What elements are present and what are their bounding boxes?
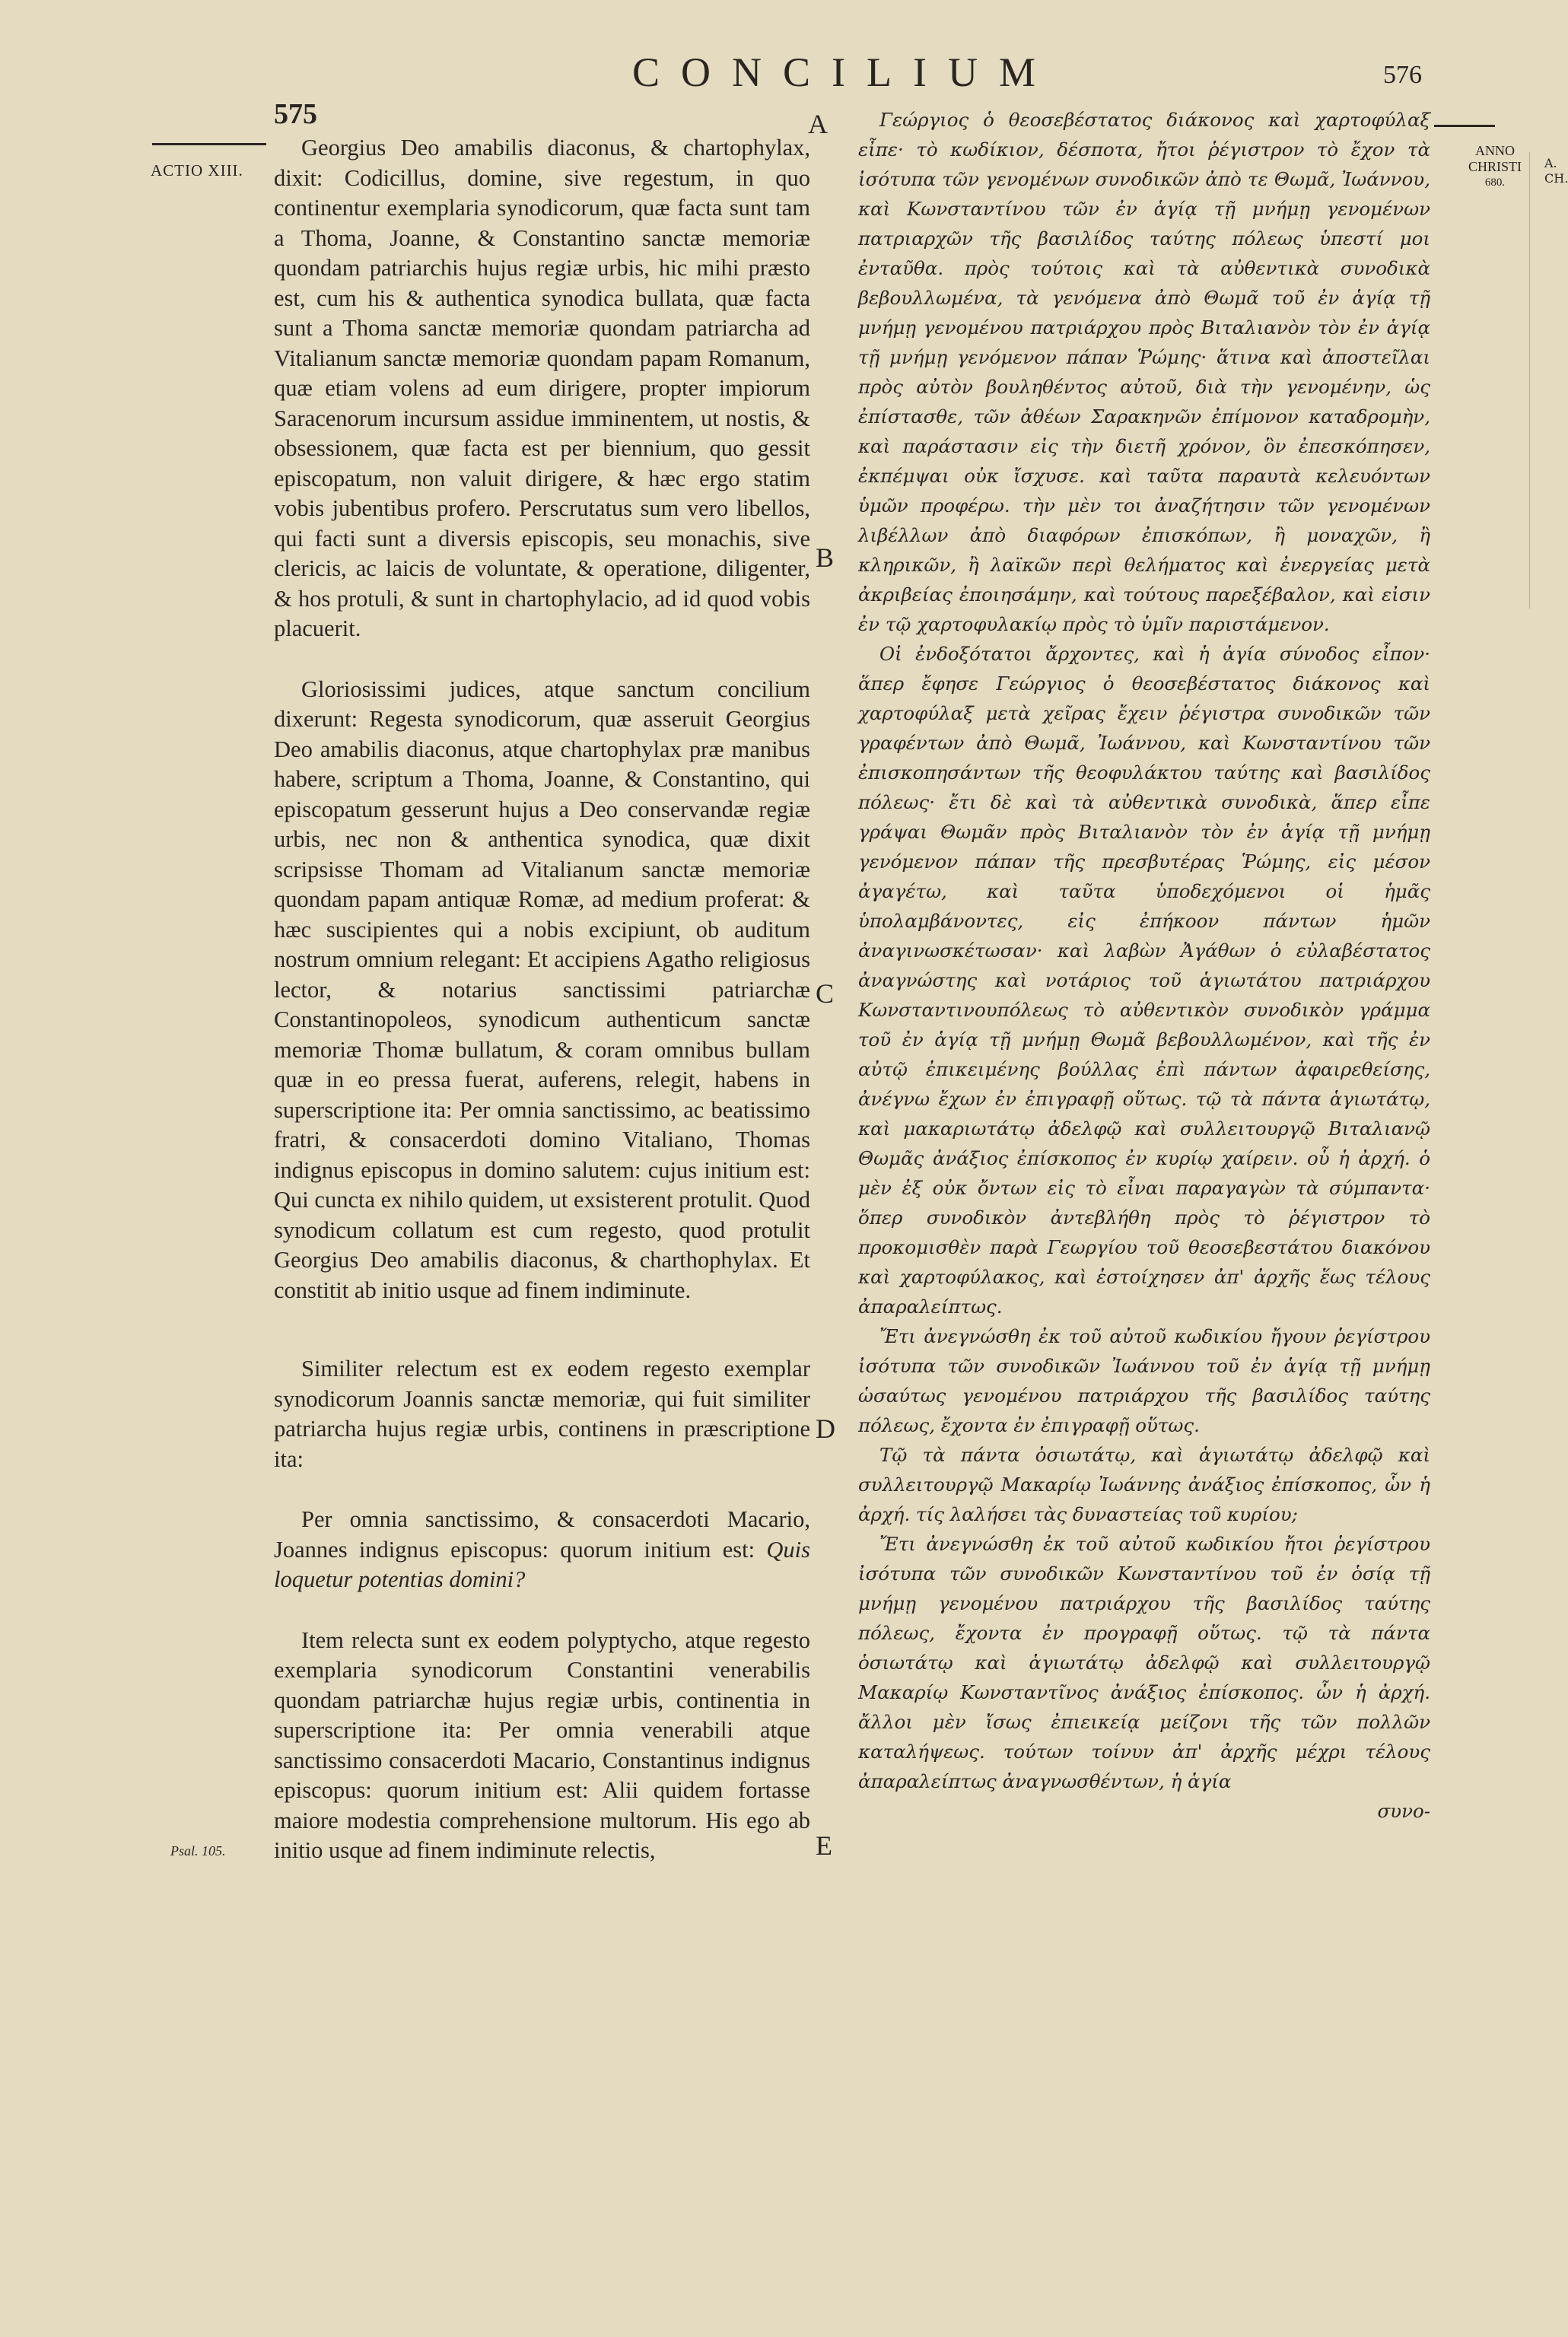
margin-rule-right <box>1434 125 1495 127</box>
catchword: συνο- <box>1377 1800 1430 1822</box>
latin-paragraph-1: Georgius Deo amabilis diaconus, & chartophylax, dixit: Codicillus, domine, sive regestum, in quo continentur exemplaria synodicorum, quæ facta sunt tam a Thoma, Joanne, & Constantino sanctæ memoriæ quondam patriarchis hujus regiæ urbis, hic mihi præsto est, cum his & authentica synodica bullata, quæ facta sunt a Thoma sanctæ memoriæ quondam patriarcha ad Vitalianum sanctæ memoriæ quondam papam Romanum, quæ etiam volens ad eum dirigere, propter impiorum Saracenorum incursum assidue imminentem, ut nostis, & obsessionem, quæ facta est per biennium, quo gessit episcopatum, non valuit dirigere, & hæc ergo statim vobis jubentibus profero. Perscrutatus sum vero libellos, qui facti sunt a diversis episcopis, seu monachis, sive clericis, ac laicis de voluntate, & operatione, diligenter, & hos protuli, & sunt in chartophylacio, ad id quod vobis placuerit. <box>274 135 810 641</box>
anno-year: 680. <box>1484 176 1506 189</box>
anno-christi-note <box>1461 143 1529 191</box>
anno-line-1: ANNO <box>1475 143 1515 158</box>
section-marker-c: C <box>816 978 835 1009</box>
running-title: CONCILIUM <box>632 49 1057 95</box>
latin-paragraph-4-text: Per omnia sanctissimo, & consacerdoti Macario, Joannes indignus episcopus: quorum initium est: <box>274 1506 810 1563</box>
latin-column <box>274 133 810 1866</box>
section-marker-b: B <box>816 542 835 573</box>
section-marker-d: D <box>816 1413 835 1444</box>
fold-shadow-line <box>1529 152 1530 609</box>
greek-paragraph-5: Ἔτι ἀνεγνώσθη ἐκ τοῦ αὐτοῦ κωδικίου ἤτοι ῥεγίστρου ἰσότυπα τῶν συνοδικῶν Κωνσταντίνου τοῦ ἐν ὁσίᾳ τῇ μνήμῃ γενομένου πατριάρχου τῆς βασιλίδος ταύτης πόλεως, ἔχοντα ἐν προγραφῇ οὕτως. τῷ τὰ πάντα ὁσιωτάτῳ καὶ ἁγιωτάτῳ ἀδελφῷ καὶ συλλειτουργῷ Μακαρίῳ Κωνσταντῖνος ἀνάξιος ἐπίσκοπος. ὧν ἡ ἀρχή. ἄλλοι μὲν ἴσως ἐπιεικείᾳ μείζονι τῆς τῶν πολλῶν καταλήψεως. τούτων τοίνυν ἀπ' ἀρχῆς μέχρι τέλους ἀπαραλείπτως ἀναγνωσθέντων, ἡ ἁγία <box>858 1533 1430 1792</box>
section-marker-a: A <box>808 109 828 139</box>
greek-paragraph-1: Γεώργιος ὁ θεοσεβέστατος διάκονος καὶ χαρτοφύλαξ εἶπε· τὸ κωδίκιον, δέσποτα, ἤτοι ῥέγιστρον τὸ ἔχον τὰ ἰσότυπα τῶν γενομένων συνοδικῶν ἀπὸ τε Θωμᾶ, Ἰωάννου, καὶ Κωνσταντίνου τῶν ἐν ἁγίᾳ τῇ μνήμῃ γενομένων πατριαρχῶν τῆς βασιλίδος ταύτης πόλεως ὑπεστί μοι ἐνταῦθα. πρὸς τούτοις καὶ τὰ αὐθεντικὰ συνοδικὰ βεβουλλωμένα, τὰ γενόμενα ἀπὸ Θωμᾶ τοῦ ἐν ἁγίᾳ τῇ μνήμῃ γενομένου πατριάρχου πρὸς Βιταλιανὸν τὸν ἐν ἁγίᾳ τῇ μνήμῃ γενόμενον πάπαν Ῥώμης· ἅτινα καὶ ἀποστεῖλαι πρὸς αὐτὸν βουληθέντος αὐτοῦ, διὰ τὴν γενομένην, ὡς ἐπίστασθε, τῶν ἀθέων Σαρακηνῶν ἐπίμονον καταδρομὴν, καὶ παράστασιν εἰς τὴν διετῆ χρόνον, ὃν ἐπεσκόπησεν, ἐκπέμψαι οὐκ ἴσχυσε. καὶ ταῦτα παραυτὰ κελευόντων ὑμῶν προφέρω. τὴν μὲν τοι ἀναζήτησιν τῶν γενομένων λιβέλλων ἀπὸ διαφόρων ἐπισκόπων, ἢ μοναχῶν, ἢ κληρικῶν, ἢ λαϊκῶν περὶ θελήματος καὶ ἐνεργείας μετὰ ἀκριβείας ἐποιησάμην, καὶ τούτους παρεξέβαλον, καὶ εἰσιν ἐν τῷ χαρτοφυλακίῳ πρὸς τὸ ὑμῖν παριστάμενον. <box>858 109 1430 635</box>
section-marker-e: E <box>816 1830 832 1861</box>
latin-paragraph-5: Item relecta sunt ex eodem polyptycho, atque regesto exemplaria synodicorum Constantini venerabilis quondam patriarchæ hujus regiæ urbis, continentia in superscriptione ita: Per omnia venerabili atque sanctissimo consacerdoti Macario, Constantinus indignus episcopus: quorum initium est: Alii quidem fortasse maiore modestia comprehensione multorum. His ego ab initio usque ad finem indiminute relectis, <box>274 1626 810 1863</box>
actio-label: ACTIO XIII. <box>151 161 243 180</box>
anno-line-2: CHRISTI <box>1468 159 1522 174</box>
greek-paragraph-4: Τῷ τὰ πάντα ὁσιωτάτῳ, καὶ ἁγιωτάτῳ ἀδελφῷ καὶ συλλειτουργῷ Μακαρίῳ Ἰωάννης ἀνάξιος ἐπίσκοπος, ὧν ἡ ἀρχή. τίς λαλήσει τὰς δυναστείας τοῦ κυρίου; <box>858 1444 1430 1525</box>
page-number-left: 575 <box>274 98 317 130</box>
psalm-reference: Psal. 105. <box>170 1843 226 1858</box>
greek-column <box>858 105 1430 1826</box>
greek-paragraph-3: Ἔτι ἀνεγνώσθη ἐκ τοῦ αὐτοῦ κωδικίου ἤγουν ῥεγίστρου ἰσότυπα τῶν συνοδικῶν Ἰωάννου τοῦ ἐν ἁγίᾳ τῇ μνήμῃ ὡσαύτως γενομένου πατριάρχου τῆς βασιλίδος ταύτης πόλεως, ἔχοντα ἐν ἐπιγραφῇ οὕτως. <box>858 1325 1430 1436</box>
latin-paragraph-4 <box>274 1505 810 1595</box>
latin-paragraph-4-quote: Quis loquetur potentias domini? <box>274 1536 810 1592</box>
latin-paragraph-2: Gloriosissimi judices, atque sanctum concilium dixerunt: Regesta synodicorum, quæ asseruit Georgius Deo amabilis diaconus, atque chartophylax præ manibus habere, scriptum a Thoma, Joanne, & Constantino, qui episcopatum gesserunt hujus a Deo conservandæ regiæ urbis, nec non & anthentica synodica, quæ dixit scripsisse Thomam ad Vitalianum sanctæ memoriæ quondam papam antiquæ Romæ, ad medium proferat: & hæc suscipientes qui a nobis excipiunt, ob auditum nostrum omnium relegant: Et accipiens Agatho religiosus lector, & notarius sanctissimi patriarchæ Constantinopoleos, synodicum authenticum sanctæ memoriæ Thomæ bullatum, & coram omnibus bullam quæ in eo pressa fuerat, auferens, relegit, habens in superscriptione ita: Per omnia sanctissimo, ac beatissimo fratri, & consacerdoti domino Vitaliano, Thomas indignus episcopus in domino salutem: cujus initium est: Qui cuncta ex nihilo quidem, ut exsisterent protulit. Quod synodicum collatum est cum regesto, quod protulit Georgius Deo amabilis diaconus, & charthophylax. Et constitit ab initio usque ad finem indiminute. <box>274 676 810 1303</box>
page-number-right: 576 <box>1383 61 1422 89</box>
margin-rule-left <box>152 143 266 145</box>
latin-paragraph-3: Similiter relectum est ex eodem regesto exemplar synodicorum Joannis sanctæ memoriæ, qui fuit similiter patriarcha hujus regiæ urbis, continens in præscriptione ita: <box>274 1356 810 1472</box>
edge-fragment: A. CH. <box>1544 156 1568 186</box>
greek-paragraph-2: Οἱ ἐνδοξότατοι ἄρχοντες, καὶ ἡ ἁγία σύνοδος εἶπον· ἅπερ ἔφησε Γεώργιος ὁ θεοσεβέστατος διάκονος καὶ χαρτοφύλαξ μετὰ χεῖρας ἔχειν ῥέγιστρα συνοδικῶν τῶν γραφέντων ἀπὸ Θωμᾶ, Ἰωάννου, καὶ Κωνσταντίνου τῶν ἐπισκοπησάντων τῆς θεοφυλάκτου ταύτης καὶ βασιλίδος πόλεως· ἔτι δὲ καὶ τὰ αὐθεντικὰ συνοδικὰ, ἅπερ εἶπε γράψαι Θωμᾶν πρὸς Βιταλιανὸν τὸν ἐν ἁγίᾳ τῇ μνήμῃ γενόμενον πάπαν τῆς πρεσβυτέρας Ῥώμης, εἰς μέσον ἀγαγέτω, καὶ ταῦτα ὑποδεχόμενοι οἱ ἡμᾶς ὑπολαμβάνοντες, εἰς ἐπήκοον πάντων ἡμῶν ἀναγινωσκέτωσαν· καὶ λαβὼν Ἀγάθων ὁ εὐλαβέστατος ἀναγνώστης καὶ νοτάριος τοῦ ἁγιωτάτου πατριάρχου Κωνσταντινουπόλεως τὸ αὐθεντικὸν συνοδικὸν γράμμα τοῦ ἐν ἁγίᾳ τῇ μνήμῃ Θωμᾶ βεβουλλωμένον, καὶ τῆς ἐν αὐτῷ ἐπικειμένης βούλλας ἐπὶ πάντων ἀφαιρεθείσης, ἀνέγνω ἔχων ἐν ἐπιγραφῇ οὕτως. τῷ τὰ πάντα ἁγιωτάτῳ, καὶ μακαριωτάτῳ ἀδελφῷ καὶ συλλειτουργῷ Βιταλιανῷ Θωμᾶς ἀνάξιος ἐπίσκοπος ἐν κυρίῳ χαίρειν. οὗ ἡ ἀρχή. ὁ μὲν ἐξ οὐκ ὄντων εἰς τὸ εἶναι παραγαγὼν τὰ σύμπαντα· ὅπερ συνοδικὸν ἀντεβλήθη πρὸς τὸ ῥέγιστρον τὸ προκομισθὲν παρὰ Γεωργίου τοῦ θεοσεβεστάτου διακόνου καὶ χαρτοφύλακος, καὶ ἐστοίχησεν ἀπ' ἀρχῆς ἕως τέλους ἀπαραλείπτως. <box>858 643 1430 1318</box>
